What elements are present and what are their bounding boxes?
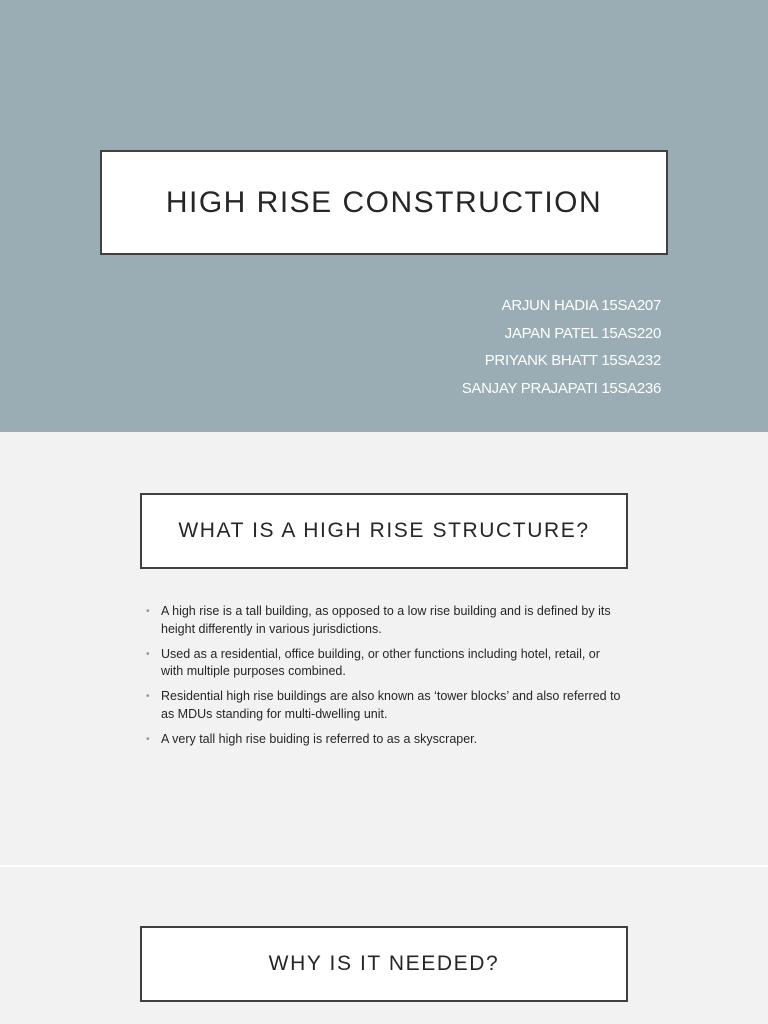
slide-title-box <box>140 926 628 1002</box>
bullet-text: Residential high rise buildings are also known as ‘tower blocks’ and also referred to as MDUs standing for multi-dwelling unit. <box>161 689 621 721</box>
bullet-text: A very tall high rise buiding is referred to as a skyscraper. <box>161 731 478 746</box>
bullet-item <box>146 646 624 681</box>
bullet-icon: • <box>146 691 150 702</box>
title-box <box>100 150 668 255</box>
presentation-title: HIGH RISE CONSTRUCTION <box>165 185 603 219</box>
bullet-item <box>146 603 624 638</box>
author-name: JAPAN PATEL 15AS220 <box>504 324 661 342</box>
title-slide <box>0 0 768 432</box>
bullet-item <box>146 731 624 749</box>
definition-slide <box>0 432 768 865</box>
slide-title: WHAT IS A HIGH RISE STRUCTURE? <box>178 519 590 542</box>
bullet-text: A high rise is a tall building, as opposed to a low rise building and is defined by its height differently in various jurisdictions. <box>161 604 611 636</box>
slide-title: WHY IS IT NEEDED? <box>268 952 500 975</box>
bullet-icon: • <box>146 733 150 745</box>
author-list <box>462 292 661 402</box>
slide-title-box <box>140 493 628 569</box>
author-name: SANJAY PRAJAPATI 15SA236 <box>461 379 661 397</box>
bullet-text: Used as a residential, office building, or other functions including hotel, retail, or with multiple purposes combined. <box>161 646 600 678</box>
bullet-item <box>146 688 624 723</box>
bullet-icon: • <box>146 606 150 617</box>
bullet-list <box>146 603 624 756</box>
author-name: ARJUN HADIA 15SA207 <box>501 297 661 314</box>
bullet-icon: • <box>146 648 150 660</box>
need-slide <box>0 867 768 1024</box>
author-name: PRIYANK BHATT 15SA232 <box>484 352 661 369</box>
